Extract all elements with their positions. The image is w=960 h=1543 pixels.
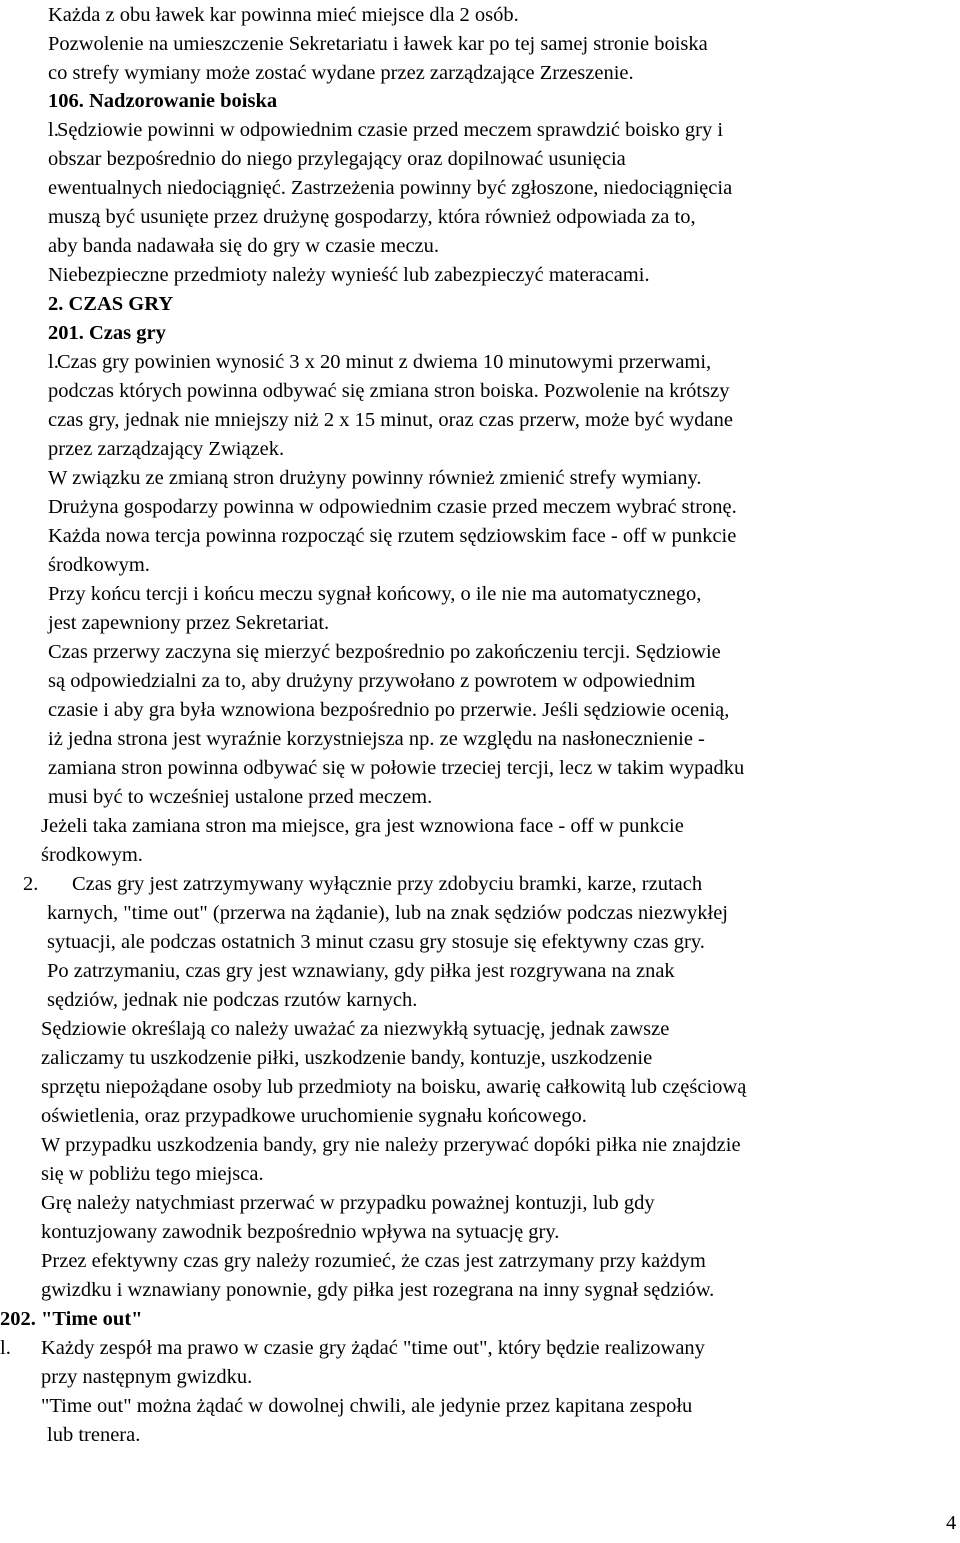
text-line: "Time out" można żądać w dowolnej chwili, ale jedynie przez kapitana zespołu: [41, 1395, 693, 1417]
text-line: Sędziowie powinni w odpowiednim czasie przed meczem sprawdzić boisko gry i: [57, 119, 724, 141]
text-line: Każdy zespół ma prawo w czasie gry żądać "time out", który będzie realizowany: [41, 1337, 705, 1359]
text-line: Każda z obu ławek kar powinna mieć miejsce dla 2 osób.: [48, 4, 519, 26]
text-line: sędziów, jednak nie podczas rzutów karnych.: [47, 989, 418, 1011]
text-line: zaliczamy tu uszkodzenie piłki, uszkodzenie bandy, kontuzje, uszkodzenie: [41, 1047, 653, 1069]
section-heading: 106. Nadzorowanie boiska: [48, 90, 278, 112]
text-line: muszą być usunięte przez drużynę gospodarzy, która również odpowiada za to,: [48, 206, 696, 228]
list-marker: 2.: [23, 873, 39, 895]
text-line: Przy końcu tercji i końcu meczu sygnał końcowy, o ile nie ma automatycznego,: [48, 583, 702, 605]
section-heading: 202. "Time out": [0, 1308, 143, 1330]
text-line: zamiana stron powinna odbywać się w połowie trzeciej tercji, lecz w takim wypadku: [48, 757, 745, 779]
text-line: jest zapewniony przez Sekretariat.: [48, 612, 330, 634]
text-line: środkowym.: [41, 844, 143, 866]
list-marker: l.: [48, 119, 59, 141]
section-heading: 2. CZAS GRY: [48, 293, 174, 315]
text-line: Pozwolenie na umieszczenie Sekretariatu i ławek kar po tej samej stronie boiska: [48, 33, 708, 55]
text-line: sprzętu niepożądane osoby lub przedmioty na boisku, awarię całkowitą lub częściową: [41, 1076, 747, 1098]
text-line: czasie i aby gra była wznowiona bezpośrednio po przerwie. Jeśli sędziowie ocenią,: [48, 699, 730, 721]
text-line: aby banda nadawała się do gry w czasie meczu.: [48, 235, 440, 257]
text-line: Jeżeli taka zamiana stron ma miejsce, gra jest wznowiona face - off w punkcie: [41, 815, 684, 837]
text-line: iż jedna strona jest wyraźnie korzystniejsza np. ze względu na nasłonecznienie -: [48, 728, 705, 750]
section-heading: 201. Czas gry: [48, 322, 166, 344]
text-line: gwizdku i wznawiany ponownie, gdy piłka jest rozegrana na inny sygnał sędziów.: [41, 1279, 715, 1301]
text-line: przez zarządzający Związek.: [48, 438, 285, 460]
text-line: Przez efektywny czas gry należy rozumieć, że czas jest zatrzymany przy każdym: [41, 1250, 706, 1272]
text-line: Każda nowa tercja powinna rozpocząć się rzutem sędziowskim face - off w punkcie: [48, 525, 737, 547]
page-number: 4: [946, 1512, 957, 1534]
text-line: Grę należy natychmiast przerwać w przypadku poważnej kontuzji, lub gdy: [41, 1192, 655, 1214]
text-line: przy następnym gwizdku.: [41, 1366, 253, 1388]
text-line: środkowym.: [48, 554, 150, 576]
text-line: karnych, "time out" (przerwa na żądanie), lub na znak sędziów podczas niezwykłej: [47, 902, 728, 924]
text-line: kontuzjowany zawodnik bezpośrednio wpływa na sytuację gry.: [41, 1221, 560, 1243]
text-line: podczas których powinna odbywać się zmiana stron boiska. Pozwolenie na krótszy: [48, 380, 730, 402]
text-line: ewentualnych niedociągnięć. Zastrzeżenia powinny być zgłoszone, niedociągnięcia: [48, 177, 733, 199]
text-line: czas gry, jednak nie mniejszy niż 2 x 15 minut, oraz czas przerw, może być wydane: [48, 409, 733, 431]
text-line: musi być to wcześniej ustalone przed meczem.: [48, 786, 433, 808]
text-line: się w pobliżu tego miejsca.: [41, 1163, 264, 1185]
text-line: co strefy wymiany może zostać wydane przez zarządzające Zrzeszenie.: [48, 62, 634, 84]
text-line: obszar bezpośrednio do niego przylegający oraz dopilnować usunięcia: [48, 148, 626, 170]
text-line: lub trenera.: [47, 1424, 141, 1446]
list-marker: l.: [48, 351, 59, 373]
text-line: oświetlenia, oraz przypadkowe uruchomienie sygnału końcowego.: [41, 1105, 587, 1127]
text-line: sytuacji, ale podczas ostatnich 3 minut czasu gry stosuje się efektywny czas gry.: [47, 931, 705, 953]
text-line: Czas przerwy zaczyna się mierzyć bezpośrednio po zakończeniu tercji. Sędziowie: [48, 641, 721, 663]
text-line: Po zatrzymaniu, czas gry jest wznawiany, gdy piłka jest rozgrywana na znak: [47, 960, 675, 982]
text-line: Niebezpieczne przedmioty należy wynieść lub zabezpieczyć materacami.: [48, 264, 650, 286]
text-line: są odpowiedzialni za to, aby drużyny przywołano z powrotem w odpowiednim: [48, 670, 696, 692]
text-line: W związku ze zmianą stron drużyny powinny również zmienić strefy wymiany.: [48, 467, 702, 489]
text-line: Drużyna gospodarzy powinna w odpowiednim czasie przed meczem wybrać stronę.: [48, 496, 737, 518]
text-line: W przypadku uszkodzenia bandy, gry nie należy przerywać dopóki piłka nie znajdzie: [41, 1134, 741, 1156]
text-line: Czas gry jest zatrzymywany wyłącznie przy zdobyciu bramki, karze, rzutach: [72, 873, 703, 895]
list-marker: l.: [0, 1337, 11, 1359]
text-line: Sędziowie określają co należy uważać za niezwykłą sytuację, jednak zawsze: [41, 1018, 670, 1040]
text-line: Czas gry powinien wynosić 3 x 20 minut z dwiema 10 minutowymi przerwami,: [57, 351, 712, 373]
